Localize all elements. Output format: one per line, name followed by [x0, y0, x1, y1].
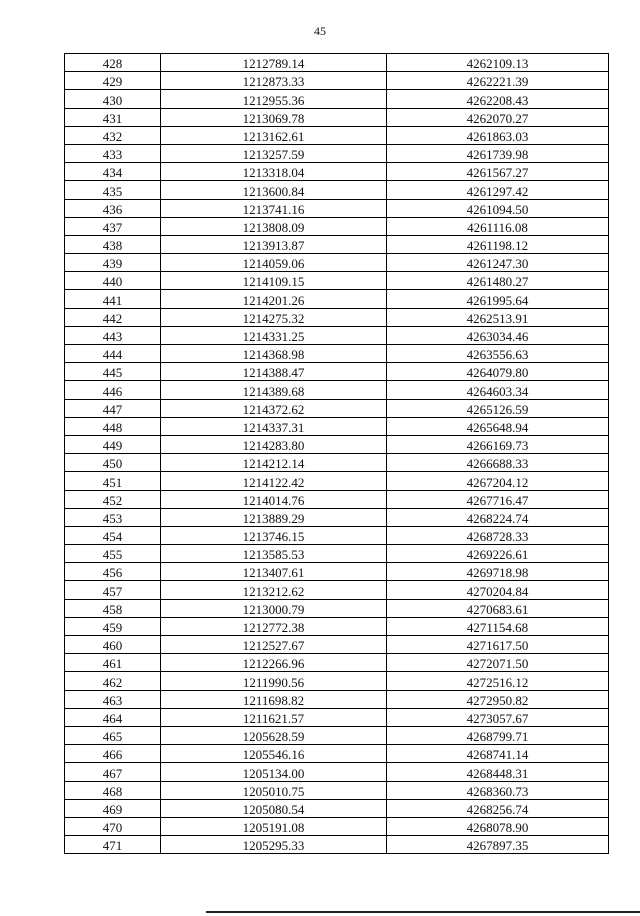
table-row [65, 435, 609, 453]
point-number-cell: 469 [65, 799, 161, 817]
y-coordinate-cell: 4262221.39 [387, 72, 609, 90]
point-number-cell: 458 [65, 599, 161, 617]
x-coordinate-cell: 1205295.33 [161, 836, 387, 854]
y-coordinate-cell: 4270204.84 [387, 581, 609, 599]
x-coordinate-cell: 1205010.75 [161, 781, 387, 799]
table-row [65, 90, 609, 108]
point-number-cell: 471 [65, 836, 161, 854]
x-coordinate-cell: 1214389.68 [161, 381, 387, 399]
table-row [65, 563, 609, 581]
point-number-cell: 445 [65, 363, 161, 381]
point-number-cell: 461 [65, 654, 161, 672]
y-coordinate-cell: 4261198.12 [387, 235, 609, 253]
point-number-cell: 449 [65, 435, 161, 453]
x-coordinate-cell: 1213318.04 [161, 163, 387, 181]
x-coordinate-cell: 1211990.56 [161, 672, 387, 690]
table-row [65, 454, 609, 472]
x-coordinate-cell: 1214337.31 [161, 417, 387, 435]
point-number-cell: 459 [65, 617, 161, 635]
point-number-cell: 440 [65, 272, 161, 290]
table-row [65, 726, 609, 744]
table-row [65, 526, 609, 544]
table-row [65, 763, 609, 781]
point-number-cell: 454 [65, 526, 161, 544]
x-coordinate-cell: 1213069.78 [161, 108, 387, 126]
y-coordinate-cell: 4262208.43 [387, 90, 609, 108]
x-coordinate-cell: 1205080.54 [161, 799, 387, 817]
table-row [65, 836, 609, 854]
point-number-cell: 465 [65, 726, 161, 744]
x-coordinate-cell: 1214275.32 [161, 308, 387, 326]
table-row [65, 817, 609, 835]
y-coordinate-cell: 4268728.33 [387, 526, 609, 544]
y-coordinate-cell: 4272516.12 [387, 672, 609, 690]
point-number-cell: 438 [65, 235, 161, 253]
page-number: 45 [314, 24, 326, 38]
y-coordinate-cell: 4261567.27 [387, 163, 609, 181]
y-coordinate-cell: 4272950.82 [387, 690, 609, 708]
table-row [65, 54, 609, 72]
x-coordinate-cell: 1214331.25 [161, 326, 387, 344]
table-row [65, 636, 609, 654]
y-coordinate-cell: 4266169.73 [387, 435, 609, 453]
x-coordinate-cell: 1214372.62 [161, 399, 387, 417]
y-coordinate-cell: 4268741.14 [387, 745, 609, 763]
y-coordinate-cell: 4268224.74 [387, 508, 609, 526]
y-coordinate-cell: 4266688.33 [387, 454, 609, 472]
table-row [65, 381, 609, 399]
x-coordinate-cell: 1213162.61 [161, 126, 387, 144]
table-row [65, 254, 609, 272]
table-row [65, 472, 609, 490]
x-coordinate-cell: 1214014.76 [161, 490, 387, 508]
x-coordinate-cell: 1211621.57 [161, 708, 387, 726]
y-coordinate-cell: 4265648.94 [387, 417, 609, 435]
x-coordinate-cell: 1214059.06 [161, 254, 387, 272]
y-coordinate-cell: 4261247.30 [387, 254, 609, 272]
y-coordinate-cell: 4269226.61 [387, 545, 609, 563]
table-row [65, 363, 609, 381]
y-coordinate-cell: 4262109.13 [387, 54, 609, 72]
y-coordinate-cell: 4262513.91 [387, 308, 609, 326]
point-number-cell: 437 [65, 217, 161, 235]
y-coordinate-cell: 4269718.98 [387, 563, 609, 581]
x-coordinate-cell: 1212527.67 [161, 636, 387, 654]
point-number-cell: 430 [65, 90, 161, 108]
y-coordinate-cell: 4261995.64 [387, 290, 609, 308]
x-coordinate-cell: 1213585.53 [161, 545, 387, 563]
coordinates-table [64, 53, 609, 854]
table-row [65, 72, 609, 90]
point-number-cell: 467 [65, 763, 161, 781]
point-number-cell: 432 [65, 126, 161, 144]
table-row [65, 217, 609, 235]
y-coordinate-cell: 4261297.42 [387, 181, 609, 199]
table-row [65, 508, 609, 526]
x-coordinate-cell: 1205628.59 [161, 726, 387, 744]
table-row [65, 326, 609, 344]
point-number-cell: 466 [65, 745, 161, 763]
table-row [65, 745, 609, 763]
coordinates-table-body [65, 54, 609, 854]
y-coordinate-cell: 4271617.50 [387, 636, 609, 654]
x-coordinate-cell: 1205134.00 [161, 763, 387, 781]
x-coordinate-cell: 1214388.47 [161, 363, 387, 381]
table-row [65, 144, 609, 162]
x-coordinate-cell: 1214283.80 [161, 435, 387, 453]
x-coordinate-cell: 1213746.15 [161, 526, 387, 544]
point-number-cell: 439 [65, 254, 161, 272]
x-coordinate-cell: 1212789.14 [161, 54, 387, 72]
y-coordinate-cell: 4263556.63 [387, 345, 609, 363]
point-number-cell: 464 [65, 708, 161, 726]
y-coordinate-cell: 4273057.67 [387, 708, 609, 726]
x-coordinate-cell: 1214368.98 [161, 345, 387, 363]
point-number-cell: 448 [65, 417, 161, 435]
table-row [65, 617, 609, 635]
y-coordinate-cell: 4267897.35 [387, 836, 609, 854]
point-number-cell: 433 [65, 144, 161, 162]
y-coordinate-cell: 4264079.80 [387, 363, 609, 381]
x-coordinate-cell: 1211698.82 [161, 690, 387, 708]
x-coordinate-cell: 1213212.62 [161, 581, 387, 599]
y-coordinate-cell: 4261480.27 [387, 272, 609, 290]
x-coordinate-cell: 1214122.42 [161, 472, 387, 490]
point-number-cell: 456 [65, 563, 161, 581]
point-number-cell: 428 [65, 54, 161, 72]
x-coordinate-cell: 1214201.26 [161, 290, 387, 308]
point-number-cell: 431 [65, 108, 161, 126]
point-number-cell: 429 [65, 72, 161, 90]
point-number-cell: 447 [65, 399, 161, 417]
table-row [65, 290, 609, 308]
x-coordinate-cell: 1213741.16 [161, 199, 387, 217]
table-row [65, 672, 609, 690]
x-coordinate-cell: 1213407.61 [161, 563, 387, 581]
y-coordinate-cell: 4270683.61 [387, 599, 609, 617]
x-coordinate-cell: 1213257.59 [161, 144, 387, 162]
y-coordinate-cell: 4267204.12 [387, 472, 609, 490]
x-coordinate-cell: 1212266.96 [161, 654, 387, 672]
point-number-cell: 436 [65, 199, 161, 217]
y-coordinate-cell: 4271154.68 [387, 617, 609, 635]
point-number-cell: 442 [65, 308, 161, 326]
point-number-cell: 441 [65, 290, 161, 308]
x-coordinate-cell: 1212955.36 [161, 90, 387, 108]
point-number-cell: 453 [65, 508, 161, 526]
y-coordinate-cell: 4268256.74 [387, 799, 609, 817]
bottom-rule [206, 911, 640, 913]
y-coordinate-cell: 4264603.34 [387, 381, 609, 399]
point-number-cell: 452 [65, 490, 161, 508]
y-coordinate-cell: 4268448.31 [387, 763, 609, 781]
table-row [65, 417, 609, 435]
x-coordinate-cell: 1213913.87 [161, 235, 387, 253]
point-number-cell: 443 [65, 326, 161, 344]
table-row [65, 781, 609, 799]
x-coordinate-cell: 1212772.38 [161, 617, 387, 635]
y-coordinate-cell: 4261863.03 [387, 126, 609, 144]
y-coordinate-cell: 4262070.27 [387, 108, 609, 126]
table-row [65, 490, 609, 508]
table-row [65, 308, 609, 326]
table-row [65, 235, 609, 253]
point-number-cell: 455 [65, 545, 161, 563]
table-row [65, 399, 609, 417]
table-row [65, 199, 609, 217]
point-number-cell: 468 [65, 781, 161, 799]
point-number-cell: 450 [65, 454, 161, 472]
point-number-cell: 470 [65, 817, 161, 835]
table-row [65, 799, 609, 817]
y-coordinate-cell: 4268360.73 [387, 781, 609, 799]
table-row [65, 581, 609, 599]
table-row [65, 708, 609, 726]
y-coordinate-cell: 4268078.90 [387, 817, 609, 835]
y-coordinate-cell: 4267716.47 [387, 490, 609, 508]
y-coordinate-cell: 4261094.50 [387, 199, 609, 217]
x-coordinate-cell: 1213889.29 [161, 508, 387, 526]
x-coordinate-cell: 1212873.33 [161, 72, 387, 90]
point-number-cell: 457 [65, 581, 161, 599]
table-row [65, 126, 609, 144]
x-coordinate-cell: 1205191.08 [161, 817, 387, 835]
x-coordinate-cell: 1213600.84 [161, 181, 387, 199]
y-coordinate-cell: 4268799.71 [387, 726, 609, 744]
y-coordinate-cell: 4261116.08 [387, 217, 609, 235]
point-number-cell: 460 [65, 636, 161, 654]
y-coordinate-cell: 4263034.46 [387, 326, 609, 344]
point-number-cell: 434 [65, 163, 161, 181]
table-row [65, 599, 609, 617]
table-row [65, 163, 609, 181]
table-row [65, 108, 609, 126]
y-coordinate-cell: 4261739.98 [387, 144, 609, 162]
table-row [65, 272, 609, 290]
point-number-cell: 435 [65, 181, 161, 199]
y-coordinate-cell: 4265126.59 [387, 399, 609, 417]
table-row [65, 654, 609, 672]
x-coordinate-cell: 1214212.14 [161, 454, 387, 472]
table-row [65, 545, 609, 563]
x-coordinate-cell: 1205546.16 [161, 745, 387, 763]
table-row [65, 690, 609, 708]
table-row [65, 345, 609, 363]
table-row [65, 181, 609, 199]
x-coordinate-cell: 1213808.09 [161, 217, 387, 235]
x-coordinate-cell: 1213000.79 [161, 599, 387, 617]
point-number-cell: 463 [65, 690, 161, 708]
point-number-cell: 444 [65, 345, 161, 363]
point-number-cell: 446 [65, 381, 161, 399]
point-number-cell: 451 [65, 472, 161, 490]
point-number-cell: 462 [65, 672, 161, 690]
x-coordinate-cell: 1214109.15 [161, 272, 387, 290]
y-coordinate-cell: 4272071.50 [387, 654, 609, 672]
